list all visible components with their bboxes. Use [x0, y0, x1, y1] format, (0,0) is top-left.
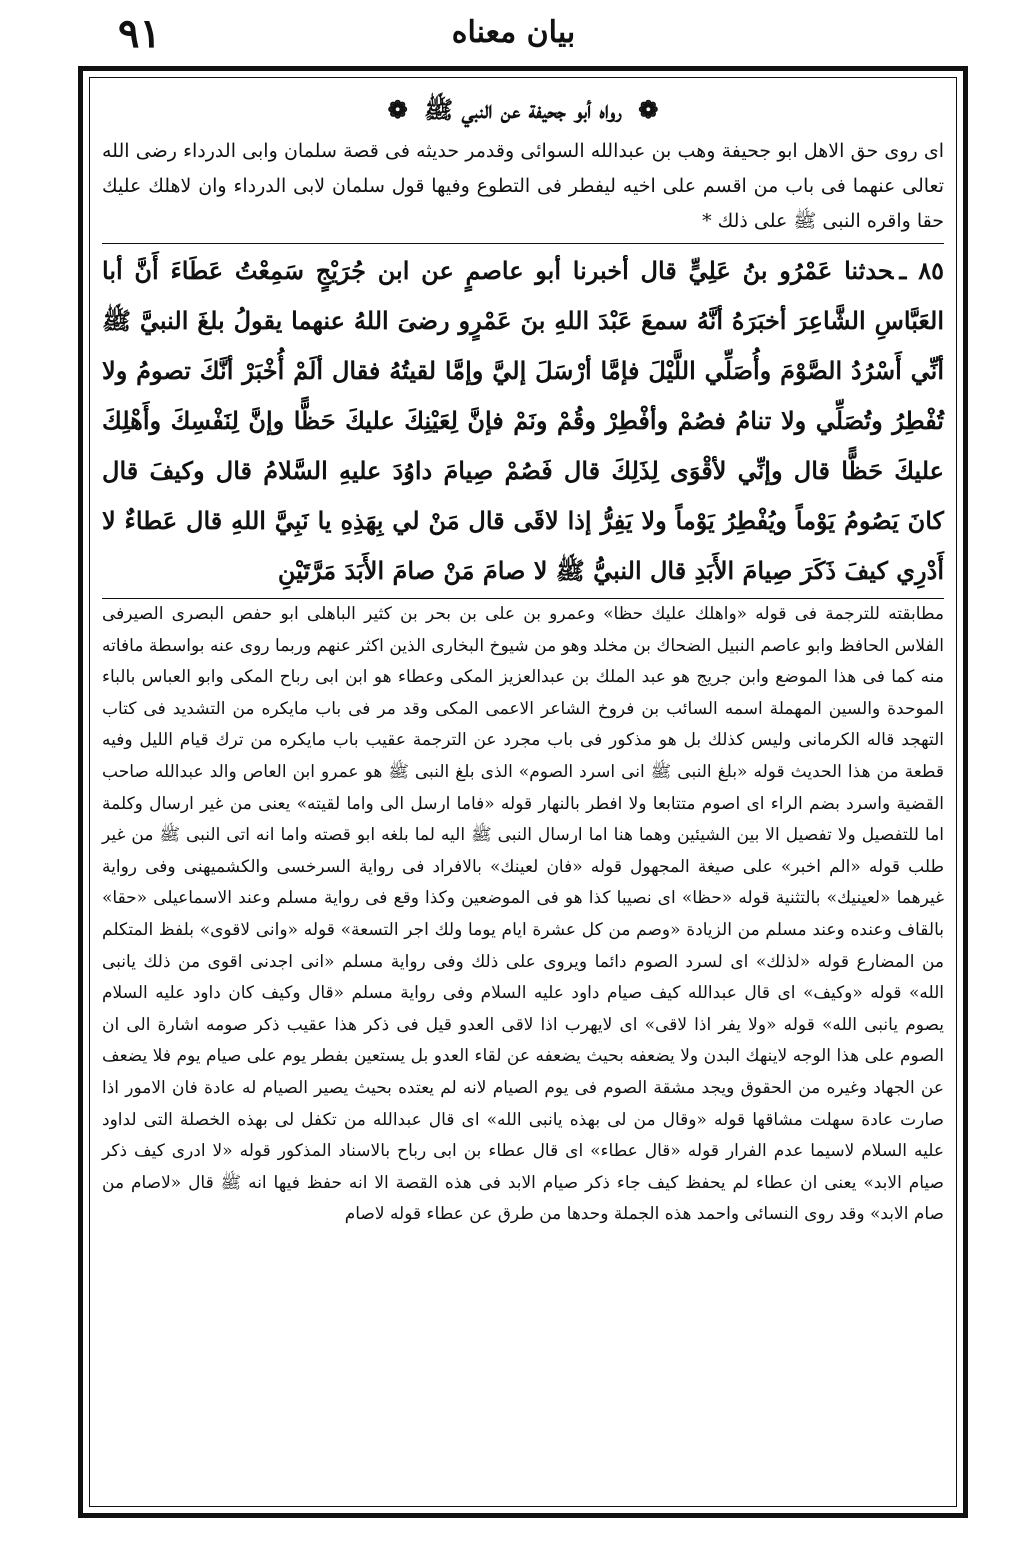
page-number: ۹۱ — [118, 10, 161, 57]
page-frame-inner — [89, 77, 957, 1507]
page-content — [102, 90, 944, 1498]
hadith-number: ٨٥ ـ — [899, 256, 945, 285]
hadith-block — [102, 243, 944, 599]
hadith-paragraph — [102, 246, 944, 596]
chapter-heading — [102, 90, 944, 130]
commentary-section — [102, 599, 944, 1231]
intro-text: اى روى حق الاهل ابو جحيفة وهب بن عبدالله السوائى وقدمر حديثه فى قصة سلمان وابى الدرداء رضى الله تعالى عنهما فى باب من اقسم على اخيه ليفطر فى التطوع وفيها قول سلمان لابى الدرداء وان لاهلك عليك حقا واقره النبى ﷺ على ذلك * — [102, 140, 944, 232]
page-frame — [78, 66, 968, 1518]
hadith-text: حدثنا عَمْرُو بنُ عَلِيٍّ قال أخبرنا أبو عاصمٍ عن ابن جُرَيْجٍ سَمِعْتُ عَطَاءَ أَنَّ أبا العَبَّاسِ الشَّاعِرَ أخبَرَهُ أنَّهُ سمعَ عَبْدَ اللهِ بنَ عَمْرٍو رضىَ اللهُ عنهما يقولُ بلغَ النبيَّ ﷺ أنِّي أَسْرُدُ الصَّوْمَ وأُصَلِّي اللَّيْلَ فإمَّا أرْسَلَ إليَّ وإمَّا لقيتُهُ فقال ألَمْ أُخْبَرْ أنَّكَ تصومُ ولا تُفْطِرُ وتُصَلِّي ولا تنامُ فصُمْ وأفْطِرْ وقُمْ ونَمْ فإنَّ لِعَيْنِكَ عليكَ حَظًّا وإنَّ لِنَفْسِكَ وأَهْلِكَ عليكَ حَظًّا قال وإنِّي لأقْوَى لِذَلِكَ قال فَصُمْ صِيامَ داوُدَ عليهِ السَّلامُ قال وكيفَ قال كانَ يَصُومُ يَوْماً ويُفْطِرُ يَوْماً ولا يَفِرُّ إذا لاقَى قال مَنْ لي بِهَذِهِ يا نَبِيَّ اللهِ قال عَطاءٌ لا أَدْرِي كيفَ ذَكَرَ صِيامَ الأَبَدِ قال النبيُّ ﷺ لا صامَ مَنْ صامَ الأَبَدَ مَرَّتَيْنِ — [102, 256, 944, 585]
intro-paragraph — [102, 134, 944, 239]
commentary-text: مطابقته للترجمة فى قوله «واهلك عليك حظا» وعمرو بن على بن بحر بن كثير الباهلى ابو حفص البصرى الصيرفى الفلاس الحافظ وابو عاصم النبيل الضحاك بن مخلد وهو من شيوخ البخارى الذين اكثر عنهم وربما روى عنه بواسطة مافاته منه كما فى هذا الموضع وابن جريج هو عبد الملك بن عبدالعزيز المكى وعطاء هو ابن ابى رباح المكى وابو العباس بالباء الموحدة والسين المهملة اسمه السائب بن فروخ الشاعر الاعمى المكى وقد مر فى باب مايكره من التشديد فى كتاب التهجد قاله الكرمانى وليس كذلك بل هو مذكور فى باب مجرد عن الترجمة عقيب باب مايكره من ترك قيام الليل وفيه قطعة من هذا الحديث قوله «بلغ النبى ﷺ انى اسرد الصوم» الذى بلغ النبى ﷺ هو عمرو ابن العاص والد عبدالله صاحب القضية واسرد بضم الراء اى اصوم متتابعا ولا افطر بالنهار قوله «فاما ارسل الى واما لقيته» يعنى من غير ارسال وكلمة اما للتفصيل ولا تفصيل الا بين الشيئين وهما هنا اما ارسال النبى ﷺ اليه لما بلغه ابو قصته واما انه اتى النبى ﷺ من غير طلب قوله «الم اخبر» على صيغة المجهول قوله «فان لعينك» بالافراد فى رواية السرخسى والكشميهنى وفى رواية غيرهما «لعينيك» بالتثنية قوله «حظا» اى نصيبا كذا هو فى الموضعين وكذا وقع فى رواية مسلم وعند الاسماعيلى «حقا» بالقاف وعنده وعند مسلم من الزيادة «وصم من كل عشرة ايام يوما ولك اجر التسعة» قوله «وانى لاقوى» بلفظ المتكلم من المضارع قوله «لذلك» اى لسرد الصوم دائما ويروى على ذلك وفى رواية مسلم «انى اجدنى اقوى من ذلك يانبى الله» قوله «وكيف» اى قال عبدالله كيف صيام داود عليه السلام وفى رواية مسلم «قال وكيف كان داود عليه السلام يصوم يانبى الله» قوله «ولا يفر اذا لاقى» اى لايهرب اذا لاقى العدو قيل فى ذكر هذا عقيب ذكر صومه اشارة الى ان الصوم على هذا الوجه لاينهك البدن ولا يضعفه بحيث يضعفه عن لقاء العدو بل يستعين بفطر يوم على صيام يوم فلا يضعف عن الجهاد وغيره من الحقوق ويجد مشقة الصوم فى يوم الصيام لانه لم يعتده بحيث يصير الصيام له عادة فان الامور اذا صارت عادة سهلت مشاقها قوله «وقال من لى بهذه يانبى الله» اى قال عبدالله من تكفل لى بهذه الخصلة التى لداود عليه السلام لاسيما عدم الفرار قوله «قال عطاء» اى قال عطاء بن ابى رباح بالاسناد المذكور قوله «لا ادرى كيف ذكر صيام الابد» يعنى ان عطاء لم يحفظ كيف جاء ذكر صيام الابد فى هذه القصة الا انه حفظ فيها انه ﷺ قال «لاصام من صام الابد» وقد روى النسائى واحمد هذه الجملة وحدها من طرق عن عطاء قوله لاصام — [102, 604, 945, 1225]
chapter-heading-text: رواه أبو جحيفة عن النبي ﷺ — [424, 95, 622, 124]
ornament-left-icon: ❁ — [387, 95, 408, 124]
running-title: بيان معناه — [451, 15, 576, 50]
ornament-right-icon: ❁ — [638, 95, 659, 124]
